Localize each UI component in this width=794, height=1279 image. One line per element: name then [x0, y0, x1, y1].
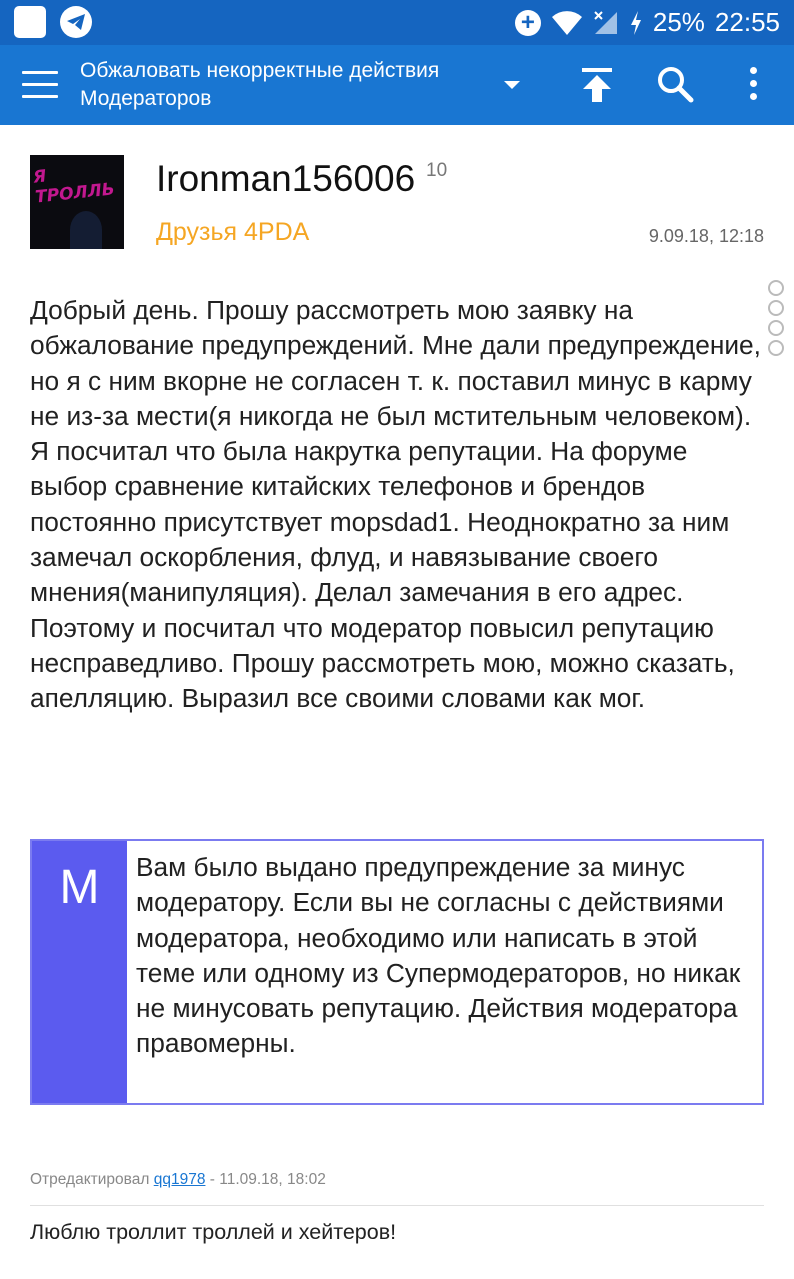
post-date: 9.09.18, 12:18 — [648, 226, 764, 246]
status-bar — [0, 0, 794, 45]
battery-level: 25% — [652, 7, 705, 37]
dropdown-icon[interactable] — [504, 81, 520, 89]
edited-info — [30, 1171, 326, 1189]
more-vert-icon[interactable] — [746, 67, 760, 103]
username[interactable]: Ironman156006 — [156, 158, 416, 199]
scroll-top-icon[interactable] — [580, 67, 614, 103]
edited-date: - 11.09.18, 18:02 — [205, 1171, 326, 1188]
edited-prefix: Отредактировал — [30, 1171, 150, 1188]
dot-icon[interactable] — [768, 280, 784, 296]
moderator-note — [30, 839, 764, 1105]
wifi-icon — [551, 10, 583, 36]
avatar[interactable] — [30, 155, 124, 249]
cell-signal-icon — [593, 10, 619, 36]
divider — [30, 1205, 764, 1206]
dot-icon[interactable] — [768, 320, 784, 336]
search-icon[interactable] — [656, 65, 694, 103]
avatar-caption: Я ТРОЛЛЬ — [32, 166, 116, 208]
topic-title[interactable]: Обжаловать некорректные действия Модераторов — [80, 59, 440, 110]
user-group: Друзья 4PDA — [156, 218, 310, 246]
user-signature: Люблю троллит троллей и хейтеров! — [30, 1220, 397, 1244]
notification-app-icon — [14, 6, 46, 38]
clock: 22:55 — [714, 7, 780, 37]
moderator-badge: M — [32, 841, 127, 1103]
data-saver-icon: + — [515, 10, 541, 36]
post-body: Добрый день. Прошу рассмотреть мою заявку на обжалование предупреждений. Мне дали предупреждение, но я с ним вкорне не согласен т. к. поставил минус в карму не из-за мести(я никогда не был мстительным человеком). Я посчитал что была накрутка репутации. На форуме выбор сравнение китайских телефонов и брендов постоянно присутствует mopsdad1. Неоднократно за ним замечал оскорбления, флуд, и навязывание своего мнения(манипуляция). Делал замечания в его адрес. Поэтому и посчитал что модератор повысил репутацию несправедливо. Прошу рассмотреть мою, можно сказать, апелляцию. Выразил все своими словами как мог. — [30, 295, 761, 714]
app-toolbar — [0, 45, 794, 125]
reputation-count: 10 — [426, 160, 448, 181]
editor-link[interactable]: qq1978 — [153, 1171, 206, 1188]
battery-charging-icon — [629, 10, 643, 36]
dot-icon[interactable] — [768, 300, 784, 316]
menu-icon[interactable] — [22, 71, 58, 99]
post-actions-handle[interactable] — [768, 280, 784, 360]
telegram-icon — [60, 6, 92, 38]
dot-icon[interactable] — [768, 340, 784, 356]
moderator-note-text: Вам было выдано предупреждение за минус модератору. Если вы не согласны с действиями модератора, необходимо или написать в этой теме или одному из Супермодераторов, но никак не минусовать репутацию. Действия модератора правомерны. — [136, 852, 741, 1059]
